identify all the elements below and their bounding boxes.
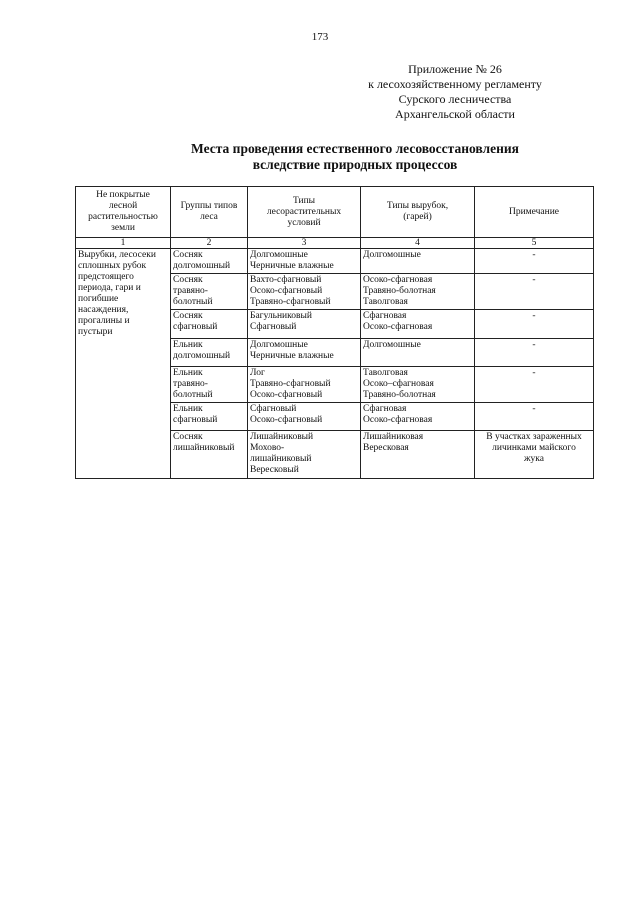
clearing-type-cell bbox=[361, 274, 475, 310]
text-line: - bbox=[532, 404, 536, 414]
text-line: сфагновый bbox=[173, 415, 218, 425]
text-line: Долгомошные bbox=[363, 340, 421, 350]
text-line: Черничные влажные bbox=[250, 351, 334, 361]
clearing-type-cell bbox=[361, 249, 475, 274]
appendix-line: Приложение № 26 bbox=[408, 62, 502, 76]
text-line: Сосняк bbox=[173, 311, 203, 321]
table-row bbox=[76, 249, 594, 274]
text-line: травяно- bbox=[173, 379, 208, 389]
text-line: (гарей) bbox=[403, 212, 432, 222]
appendix-line: к лесохозяйственному регламенту bbox=[368, 77, 542, 91]
text-line: Сосняк bbox=[173, 275, 203, 285]
column-number: 5 bbox=[475, 238, 594, 249]
appendix-reference bbox=[340, 62, 570, 122]
growing-conditions-cell bbox=[248, 431, 361, 479]
note-cell bbox=[475, 249, 594, 274]
text-line: - bbox=[532, 311, 536, 321]
text-line: Сосняк bbox=[173, 432, 203, 442]
title-line: Места проведения естественного лесовосстановления bbox=[191, 141, 519, 156]
text-line: Сфагновая bbox=[363, 311, 407, 321]
text-line: Сфагновая bbox=[363, 404, 407, 414]
column-header bbox=[248, 187, 361, 238]
text-line: насаждения, bbox=[78, 305, 129, 315]
growing-conditions-cell bbox=[248, 274, 361, 310]
forest-type-group-cell bbox=[171, 339, 248, 367]
column-number: 2 bbox=[171, 238, 248, 249]
clearing-type-cell bbox=[361, 310, 475, 339]
clearing-type-cell bbox=[361, 403, 475, 431]
text-line: Травяно-сфагновый bbox=[250, 379, 331, 389]
text-line: Осоко–сфагновая bbox=[363, 379, 434, 389]
text-line: Травяно-болотная bbox=[363, 286, 436, 296]
text-line: Травяно-болотная bbox=[363, 390, 436, 400]
text-line: пустыри bbox=[78, 327, 113, 337]
forest-type-group-cell bbox=[171, 367, 248, 403]
clearing-type-cell bbox=[361, 367, 475, 403]
text-line: лишайниковый bbox=[250, 454, 312, 464]
text-line: Долгомошные bbox=[250, 250, 308, 260]
forest-type-group-cell bbox=[171, 310, 248, 339]
text-line: Ельник bbox=[173, 404, 203, 414]
column-header bbox=[361, 187, 475, 238]
column-number: 3 bbox=[248, 238, 361, 249]
land-category-cell bbox=[76, 249, 171, 479]
text-line: Вересковый bbox=[250, 465, 299, 475]
text-line: Мохово- bbox=[250, 443, 285, 453]
table-body bbox=[76, 249, 594, 479]
text-line: Багульниковый bbox=[250, 311, 312, 321]
text-line: Травяно-сфагновый bbox=[250, 297, 331, 307]
column-header bbox=[76, 187, 171, 238]
page-number: 173 bbox=[311, 31, 329, 43]
text-line: травяно- bbox=[173, 286, 208, 296]
title-line: вследствие природных процессов bbox=[252, 157, 458, 172]
note-cell bbox=[475, 367, 594, 403]
text-line: Группы типов bbox=[180, 201, 238, 211]
text-line: долгомошный bbox=[173, 351, 231, 361]
text-line: Осоко-сфагновая bbox=[363, 275, 433, 285]
note-cell bbox=[475, 431, 594, 479]
text-line: прогалины и bbox=[78, 316, 130, 326]
growing-conditions-cell bbox=[248, 339, 361, 367]
forest-type-group-cell bbox=[171, 274, 248, 310]
header-row bbox=[76, 187, 594, 238]
text-line: Ельник bbox=[173, 340, 203, 350]
text-line: Долгомошные bbox=[250, 340, 308, 350]
text-line: Таволговая bbox=[363, 368, 408, 378]
growing-conditions-cell bbox=[248, 310, 361, 339]
note-cell bbox=[475, 310, 594, 339]
text-line: Лог bbox=[250, 368, 265, 378]
forest-type-group-cell bbox=[171, 249, 248, 274]
text-line: Осоко-сфагновая bbox=[363, 322, 433, 332]
text-line: Типы bbox=[292, 195, 316, 206]
growing-conditions-cell bbox=[248, 249, 361, 274]
text-line: Лишайниковый bbox=[250, 432, 314, 442]
text-line: Осоко-сфагновый bbox=[250, 390, 323, 400]
text-line: периода, гари и bbox=[78, 283, 141, 293]
text-line: лишайниковый bbox=[173, 443, 235, 453]
appendix-line: Сурского лесничества bbox=[398, 92, 512, 106]
text-line: Типы вырубок, bbox=[386, 201, 449, 211]
text-line: Таволговая bbox=[363, 297, 408, 307]
column-header bbox=[475, 187, 594, 238]
text-line: сфагновый bbox=[173, 322, 218, 332]
text-line: погибшие bbox=[78, 294, 119, 304]
text-line: Вырубки, лесосеки bbox=[78, 250, 156, 260]
text-line: - bbox=[532, 368, 536, 378]
column-header bbox=[171, 187, 248, 238]
note-cell bbox=[475, 339, 594, 367]
text-line: Не покрытые bbox=[96, 190, 150, 200]
text-line: Вересковая bbox=[363, 443, 409, 453]
forest-type-group-cell bbox=[171, 403, 248, 431]
text-line: условий bbox=[287, 217, 321, 228]
text-line: Долгомошные bbox=[363, 250, 421, 260]
regeneration-table bbox=[75, 186, 594, 479]
document-title bbox=[120, 141, 590, 173]
text-line: леса bbox=[200, 212, 218, 222]
text-line: - bbox=[532, 250, 536, 260]
text-line: Ельник bbox=[173, 368, 203, 378]
appendix-line: Архангельской области bbox=[395, 107, 515, 121]
text-line: Вахто-сфагновый bbox=[250, 275, 322, 285]
forest-type-group-cell bbox=[171, 431, 248, 479]
clearing-type-cell bbox=[361, 431, 475, 479]
text-line: земли bbox=[111, 223, 135, 233]
text-line: растительностью bbox=[88, 212, 158, 222]
text-line: Осоко-сфагновая bbox=[363, 415, 433, 425]
clearing-type-cell bbox=[361, 339, 475, 367]
text-line: жука bbox=[523, 454, 544, 464]
text-line: Сосняк bbox=[173, 250, 203, 260]
text-line: предстоящего bbox=[78, 272, 134, 282]
text-line: Сфагновый bbox=[250, 404, 297, 414]
text-line: Осоко-сфагновый bbox=[250, 415, 323, 425]
column-number: 1 bbox=[76, 238, 171, 249]
text-line: долгомошный bbox=[173, 261, 231, 271]
text-line: лесорастительных bbox=[266, 206, 342, 217]
text-line: Осоко-сфагновый bbox=[250, 286, 323, 296]
text-line: В участках зараженных bbox=[486, 432, 582, 442]
text-line: болотный bbox=[173, 297, 213, 307]
text-line: Черничные влажные bbox=[250, 261, 334, 271]
text-line: Примечание bbox=[508, 206, 560, 217]
note-cell bbox=[475, 403, 594, 431]
text-line: личинками майского bbox=[492, 443, 576, 453]
text-line: - bbox=[532, 275, 536, 285]
text-line: - bbox=[532, 340, 536, 350]
text-line: болотный bbox=[173, 390, 213, 400]
text-line: Лишайниковая bbox=[363, 432, 424, 442]
column-number: 4 bbox=[361, 238, 475, 249]
note-cell bbox=[475, 274, 594, 310]
column-number-row bbox=[76, 238, 594, 249]
text-line: сплошных рубок bbox=[78, 261, 147, 271]
text-line: Сфагновый bbox=[250, 322, 297, 332]
growing-conditions-cell bbox=[248, 367, 361, 403]
growing-conditions-cell bbox=[248, 403, 361, 431]
text-line: лесной bbox=[108, 201, 138, 211]
